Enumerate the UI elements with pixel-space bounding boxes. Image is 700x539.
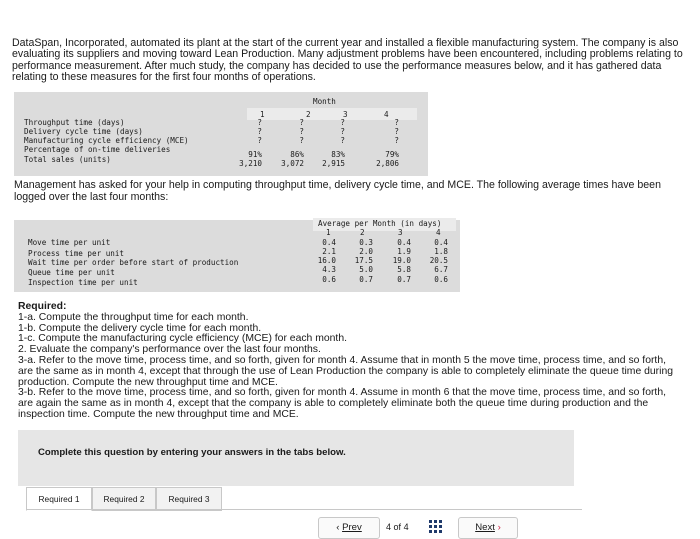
- cell: ?: [257, 127, 262, 136]
- cell: ?: [340, 127, 345, 136]
- cell: 4.3: [322, 265, 336, 274]
- cell: 0.4: [434, 238, 448, 247]
- month-4-header: 4: [384, 110, 389, 119]
- required-item: 1-a. Compute the throughput time for each month.: [18, 311, 249, 323]
- cell: 5.8: [397, 265, 411, 274]
- instructions-banner: [18, 430, 574, 486]
- row-label: Move time per unit: [28, 238, 111, 247]
- management-paragraph: Management has asked for your help in computing throughput time, delivery cycle time, and MCE. The following average times have been logged over the last four months:: [14, 179, 661, 203]
- row-label: Manufacturing cycle efficiency (MCE): [24, 136, 189, 145]
- cell: 6.7: [434, 265, 448, 274]
- row-label: Percentage of on-time deliveries: [24, 145, 171, 154]
- row-label: Throughput time (days): [24, 118, 125, 127]
- tab-required-2[interactable]: Required 2: [92, 487, 156, 511]
- row-label: Wait time per order before start of production: [28, 258, 239, 267]
- row-label: Inspection time per unit: [28, 278, 138, 287]
- row-label: Total sales (units): [24, 155, 111, 164]
- cell: 1.9: [397, 247, 411, 256]
- cell: ?: [257, 136, 262, 145]
- cell: 86%: [290, 150, 304, 159]
- required-title: Required:: [18, 301, 67, 312]
- cell: ?: [394, 136, 399, 145]
- cell: 0.7: [359, 275, 373, 284]
- next-label: Next: [475, 522, 495, 533]
- navigation-bar: [18, 514, 578, 539]
- instructions-text: Complete this question by entering your answers in the tabs below.: [38, 447, 346, 458]
- cell: 20.5: [429, 256, 448, 265]
- cell: ?: [299, 118, 304, 127]
- tab-required-3[interactable]: Required 3: [156, 487, 222, 511]
- cell: ?: [299, 136, 304, 145]
- month-header: Month: [313, 97, 336, 106]
- cell: 79%: [385, 150, 399, 159]
- chevron-right-icon: ›: [497, 522, 501, 533]
- cell: 2,915: [322, 159, 345, 168]
- month-1-header: 1: [260, 110, 265, 119]
- prev-label: Prev: [342, 522, 362, 533]
- cell: 0.6: [322, 275, 336, 284]
- average-header: Average per Month (in days): [318, 219, 442, 228]
- required-item: 3-a. Refer to the move time, process time, and so forth, given for month 4. Assume that in month 5 the move time, process time, and so forth, are the same as in month 4, except that through the use of Lean Production the company is able to completely eliminate the queue time during production. Compute the new throughput time and MCE.: [18, 354, 674, 388]
- cell: 2.0: [359, 247, 373, 256]
- required-section: [18, 302, 678, 421]
- cell: 1.8: [434, 247, 448, 256]
- month-2-header: 2: [306, 110, 311, 119]
- month-3-header: 3: [343, 110, 348, 119]
- month-1-header: 1: [326, 228, 331, 237]
- chevron-left-icon: ‹: [336, 522, 340, 533]
- cell: 19.0: [392, 256, 411, 265]
- month-2-header: 2: [360, 228, 365, 237]
- intro-paragraph: DataSpan, Incorporated, automated its plant at the start of the current year and installed a flexible manufacturing system. The company is also evaluating its suppliers and moving toward Lean Production. Many adjustment problems have been encountered, including problems relating to performance measurement. After much study, the company has decided to use the performance measures below, and it has gathered data relating to these measures for the first four months of operations.: [12, 37, 683, 83]
- cell: ?: [340, 136, 345, 145]
- cell: 0.6: [434, 275, 448, 284]
- cell: 83%: [331, 150, 345, 159]
- page-indicator: 4 of 4: [386, 522, 409, 532]
- prev-button[interactable]: [318, 517, 380, 539]
- cell: 2.1: [322, 247, 336, 256]
- row-label: Delivery cycle time (days): [24, 127, 143, 136]
- required-item: 1-b. Compute the delivery cycle time for each month.: [18, 322, 262, 334]
- cell: 17.5: [354, 256, 373, 265]
- cell: 3,210: [239, 159, 262, 168]
- month-3-header: 3: [398, 228, 403, 237]
- cell: 3,072: [281, 159, 304, 168]
- next-button[interactable]: [458, 517, 518, 539]
- cell: 5.0: [359, 265, 373, 274]
- required-item: 1-c. Compute the manufacturing cycle efficiency (MCE) for each month.: [18, 333, 347, 345]
- tab-required-1[interactable]: Required 1: [26, 487, 92, 511]
- row-label: Queue time per unit: [28, 268, 115, 277]
- tab-divider: [26, 509, 582, 510]
- cell: 0.3: [359, 238, 373, 247]
- grid-icon[interactable]: [429, 520, 443, 534]
- cell: 0.4: [322, 238, 336, 247]
- cell: 91%: [248, 150, 262, 159]
- month-4-header: 4: [436, 228, 441, 237]
- cell: ?: [340, 118, 345, 127]
- cell: 2,806: [376, 159, 399, 168]
- cell: 0.4: [397, 238, 411, 247]
- cell: ?: [257, 118, 262, 127]
- required-item: 3-b. Refer to the move time, process time, and so forth, given for month 4. Assume in month 6 that the move time, process time, and so forth, are again the same as in month 4, except that the company is able to completely eliminate both the queue time during production and the inspection time. Compute the new throughput time and MCE.: [18, 387, 666, 420]
- required-item: 2. Evaluate the company's performance over the last four months.: [18, 344, 321, 356]
- cell: 0.7: [397, 275, 411, 284]
- cell: ?: [299, 127, 304, 136]
- cell: 16.0: [317, 256, 336, 265]
- cell: ?: [394, 118, 399, 127]
- cell: ?: [394, 127, 399, 136]
- row-label: Process time per unit: [28, 249, 125, 258]
